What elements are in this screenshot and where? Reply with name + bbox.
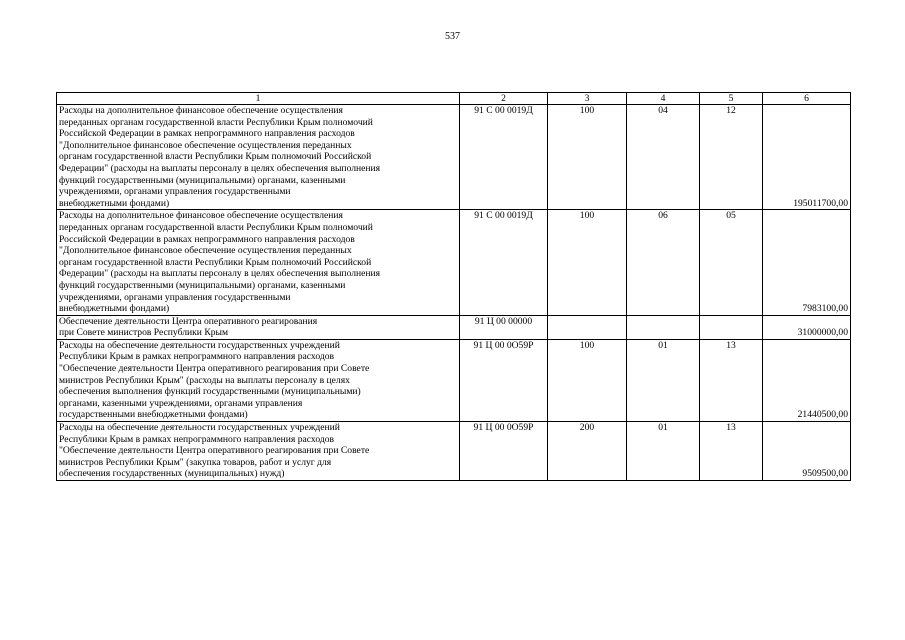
row-col-4: 06	[627, 210, 700, 315]
table-row	[57, 315, 851, 339]
header-col-4: 4	[627, 93, 700, 105]
row-amount: 9509500,00	[763, 422, 851, 481]
row-description: Расходы на дополнительное финансовое обеспечение осуществления переданных органам государственной власти Республики Крым полномочий Российской Федерации в рамках непрограммного направления расходов "Дополнительное финансовое обеспечение осуществления переданных органам государственной власти Республики Крым полномочий Российской Федерации" (расходы на выплаты персоналу в целях обеспечения выполнения функций государственными (муниципальными) органами, казенными учреждениями, органами управления государственными внебюджетными фондами)	[57, 210, 460, 315]
row-col-4: 01	[627, 422, 700, 481]
row-description: Расходы на дополнительное финансовое обеспечение осуществления переданных органам государственной власти Республики Крым полномочий Российской Федерации в рамках непрограммного направления расходов "Дополнительное финансовое обеспечение осуществления переданных органам государственной власти Республики Крым полномочий Российской Федерации" (расходы на выплаты персоналу в целях обеспечения выполнения функций государственными (муниципальными) органами, казенными учреждениями, органами управления государственными внебюджетными фондами)	[57, 105, 460, 210]
row-amount: 195011700,00	[763, 105, 851, 210]
row-col-5: 13	[700, 339, 763, 421]
row-amount: 31000000,00	[763, 315, 851, 339]
row-col-4: 01	[627, 339, 700, 421]
row-col-4: 04	[627, 105, 700, 210]
row-description: Обеспечение деятельности Центра оперативного реагирования при Совете министров Республики Крым	[57, 315, 460, 339]
row-code: 91 Ц 00 0О59Р	[460, 422, 548, 481]
row-col-5: 05	[700, 210, 763, 315]
budget-table	[56, 92, 851, 481]
table-row	[57, 210, 851, 315]
page-number: 537	[445, 31, 460, 42]
header-row	[57, 93, 851, 105]
row-description: Расходы на обеспечение деятельности государственных учреждений Республики Крым в рамках непрограммного направления расходов "Обеспечение деятельности Центра оперативного реагирования при Совете министров Республики Крым" (расходы на выплаты персоналу в целях обеспечения выполнения функций государственными (муниципальными) органами, казенными учреждениями, органами управления государственными внебюджетными фондами)	[57, 339, 460, 421]
row-code: 91 С 00 0019Д	[460, 105, 548, 210]
row-code: 91 С 00 0019Д	[460, 210, 548, 315]
header-col-5: 5	[700, 93, 763, 105]
row-col-3: 100	[548, 339, 627, 421]
header-col-2: 2	[460, 93, 548, 105]
row-col-3	[548, 315, 627, 339]
table-row	[57, 422, 851, 481]
row-col-5: 12	[700, 105, 763, 210]
row-description: Расходы на обеспечение деятельности государственных учреждений Республики Крым в рамках непрограммного направления расходов "Обеспечение деятельности Центра оперативного реагирования при Совете министров Республики Крым" (закупка товаров, работ и услуг для обеспечения государственных (муниципальных) нужд)	[57, 422, 460, 481]
row-col-5	[700, 315, 763, 339]
row-col-3: 200	[548, 422, 627, 481]
row-col-5: 13	[700, 422, 763, 481]
header-col-6: 6	[763, 93, 851, 105]
header-col-1: 1	[57, 93, 460, 105]
row-col-3: 100	[548, 210, 627, 315]
header-col-3: 3	[548, 93, 627, 105]
row-col-3: 100	[548, 105, 627, 210]
row-code: 91 Ц 00 00000	[460, 315, 548, 339]
table-row	[57, 105, 851, 210]
table-row	[57, 339, 851, 421]
row-amount: 21440500,00	[763, 339, 851, 421]
row-col-4	[627, 315, 700, 339]
row-code: 91 Ц 00 0О59Р	[460, 339, 548, 421]
row-amount: 7983100,00	[763, 210, 851, 315]
